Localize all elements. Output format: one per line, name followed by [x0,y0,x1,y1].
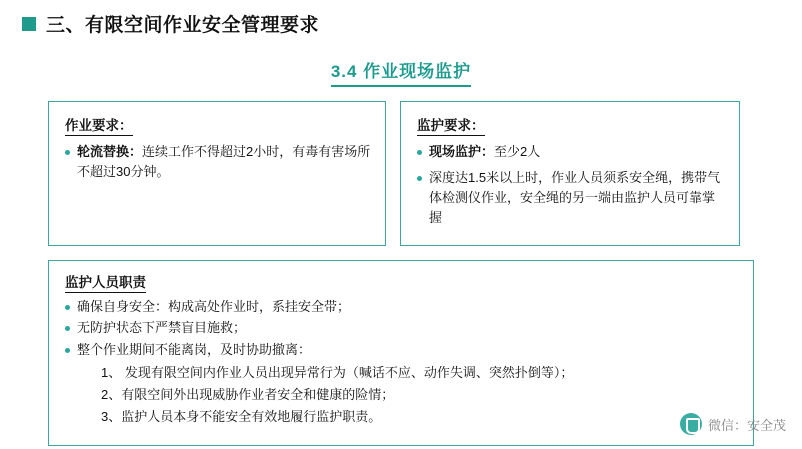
duties-subitem-list [77,363,739,427]
list-item [63,318,739,339]
page-header [0,0,802,37]
list-item-text: 深度达1.5米以上时，作业人员须系安全绳，携带气体检测仪作业，安全绳的另一端由监护人员可靠掌握 [429,170,721,226]
section-title-container [0,57,802,87]
square-marker-icon [22,17,36,31]
list-item-text: 整个作业期间不能离岗，及时协助撤离： [77,342,312,358]
list-item [63,297,739,318]
safety-badge-icon [680,413,702,435]
card-supervisor-duties [48,260,754,446]
supervision-requirements-list [415,142,725,229]
card-title [65,114,371,134]
list-item-text: 连续工作不得超过2小时，有毒有害场所不超过30分钟。 [77,144,371,180]
work-requirements-list [63,142,371,182]
requirements-row [0,101,802,246]
list-item [63,340,739,427]
card-supervision-requirements [400,101,740,246]
list-item-text: 至少2人 [494,144,541,159]
card-title-text: 作业要求： [65,118,133,136]
section-title: 3.4 作业现场监护 [331,57,471,87]
card-work-requirements [48,101,386,246]
list-item: 3、监护人员本身不能安全有效地履行监护职责。 [101,408,382,424]
duties-title [65,271,739,291]
list-item [63,142,371,182]
list-item-lead: 轮流替换： [77,144,143,159]
duties-list [63,297,739,428]
card-title [417,114,725,134]
list-item: 1、 发现有限空间内作业人员出现异常行为（喊话不应、动作失调、突然扑倒等）； [101,364,574,380]
list-item [415,142,725,162]
card-title-text: 监护要求： [417,118,485,136]
list-item-text: 无防护状态下严禁盲目施救； [77,320,247,336]
watermark-text: 微信：安全茂 [707,417,786,433]
list-item-text: 确保自身安全：构成高处作业时，系挂安全带； [77,298,351,314]
page-title: 三、有限空间作业安全管理要求 [46,15,320,36]
list-item: 2、有限空间外出现威胁作业者安全和健康的险情； [101,386,395,402]
duties-title-text: 监护人员职责 [65,275,146,293]
list-item-lead: 现场监护： [429,144,495,159]
list-item [415,168,725,228]
watermark [680,413,786,435]
